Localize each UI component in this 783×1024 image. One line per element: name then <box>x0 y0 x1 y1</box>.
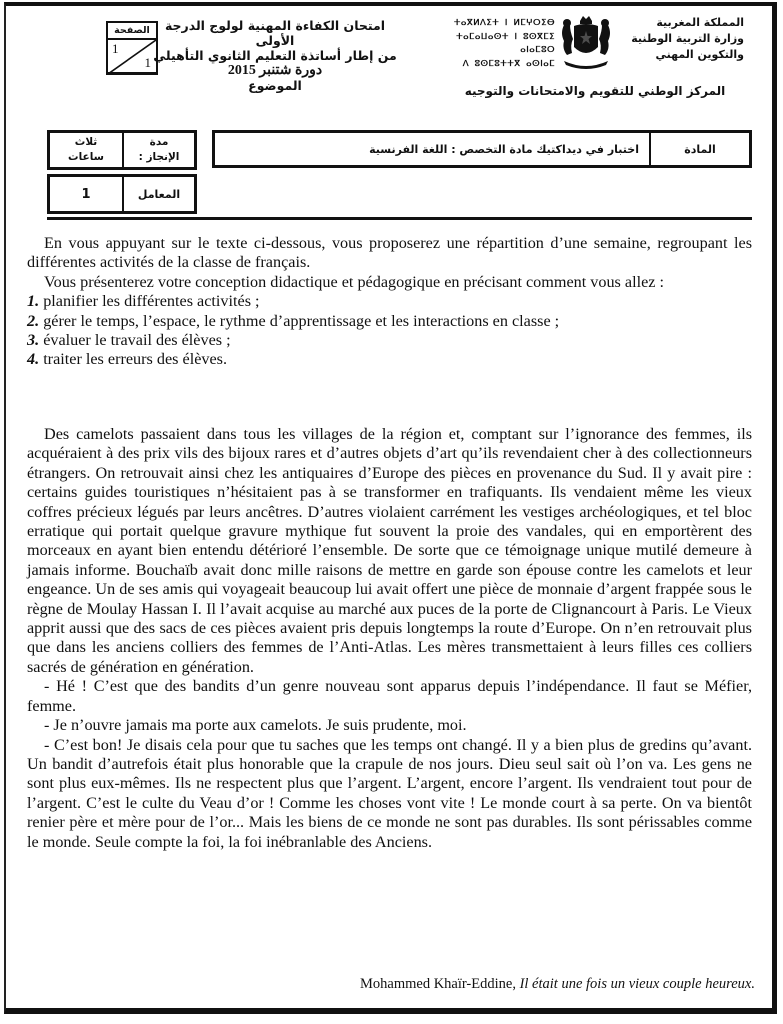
duration-label-line: مدة <box>149 136 169 148</box>
reading-passage <box>27 425 752 852</box>
instructions-intro: En vous appuyant sur le texte ci-dessous, vous proposerez une répartition d’une semaine, regroupant les différentes activités de la classe de français. <box>27 234 752 272</box>
ministry-name-arabic <box>614 15 744 63</box>
item-number: 3. <box>27 331 40 350</box>
exam-session: دورة شتنبر 2015 <box>227 63 323 78</box>
item-number: 4. <box>27 350 40 369</box>
ministry-arabic-line: والتكوين المهني <box>655 48 744 61</box>
page-current: 1 <box>112 41 119 56</box>
exam-subject-heading: الموضوع <box>248 78 302 93</box>
header-divider <box>47 217 752 220</box>
coefficient-value: 1 <box>81 186 91 202</box>
morocco-coat-of-arms-icon <box>558 13 614 73</box>
subject-box <box>212 130 752 168</box>
ministry-tifinagh-line: ⴷ ⵓⵙⵎⵓⵜⵜⴳ ⴰⵙⵏⴰⵎ <box>462 58 555 69</box>
instruction-item <box>27 331 752 350</box>
passage-dialogue: - Hé ! C’est que des bandits d’un genre nouveau sont apparus depuis l’indépendance. Il faut se Méfier, femme. <box>27 677 752 715</box>
page-total: 1 <box>144 55 151 70</box>
work-title: Il était une fois un vieux couple heureux. <box>519 976 755 992</box>
duration-box <box>47 130 197 170</box>
ministry-name-tifinagh <box>440 17 555 71</box>
duration-value-line: ثلاث <box>74 136 98 148</box>
duration-value <box>50 133 122 167</box>
instruction-item <box>27 350 752 369</box>
ministry-arabic-line: وزارة التربية الوطنية <box>631 32 744 45</box>
item-text: gérer le temps, l’espace, le rythme d’apprentissage et les interactions en classe ; <box>39 311 560 330</box>
author-name: Mohammed Khaïr-Eddine, <box>360 976 520 992</box>
instructions-lead: Vous présenterez votre conception didactique et pédagogique en précisant comment vous allez : <box>44 272 665 291</box>
item-text: planifier les différentes activités ; <box>39 292 260 311</box>
page-number-box <box>106 21 158 75</box>
instructions <box>27 234 752 370</box>
duration-label <box>122 133 194 167</box>
page-label: الصفحة <box>108 23 156 40</box>
national-center-name: المركز الوطني للتقويم والامتحانات والتوجيه <box>464 84 726 98</box>
item-text: traiter les erreurs des élèves. <box>39 350 228 369</box>
exam-title <box>150 18 400 93</box>
duration-value-line: ساعات <box>68 151 104 163</box>
passage-paragraph: Des camelots passaient dans tous les villages de la région et, comptant sur l’ignorance des femmes, ils acquéraient à des prix vils des bijoux rares et d’autres objets d’art qu’ils revendaient cher à des collectionneurs étrangers. On retrouvait ainsi chez les antiquaires d’Europe des pièces en provenance du Sud. Il y avait pire : certains guides touristiques n’hésitaient pas à se transformer en trafiquants. Ils vendaient même les vieux coffres précieux légués par leurs ancêtres. D’autres violaient carrément les vestiges archéologiques, et tel bloc erratique qui portait quelque gravure mythique fut souvent la proie des vandales, qui en emportèrent des morceaux en ayant bien entendu détérioré l’ensemble. De sorte que ce témoignage unique mutilé demeure à jamais informe. Bouchaïb avait donc mille raisons de mettre en garde son épouse contre les camelots et leur engeance. Un de ses amis qui voyageait beaucoup lui avait offert une pièce de monnaie d’argent frappée sous le règne de Moulay Hassan I. Il l’avait acquise au marché aux puces de la porte de Clignancourt à Paris. Le Vieux apprit aussi que des sacs de ces pièces avaient pris depuis longtemps la route d’Europe. On n’en retrouvait plus que dans les anciens colliers des femmes de l’Anti-Atlas. Les mères transmettaient à leurs filles ces colliers sacrés de génération en génération. <box>27 425 752 676</box>
item-number: 1. <box>27 292 40 311</box>
coefficient-box <box>47 174 197 214</box>
passage-dialogue: - Je n’ouvre jamais ma porte aux camelots. Je suis prudente, moi. <box>44 716 467 735</box>
ministry-tifinagh-line: ⵜⴰⴳⵍⴷⵉⵜ ⵏ ⵍⵎⵖⵔⵉⴱ <box>453 18 555 28</box>
exam-title-line: من إطار أساتذة التعليم الثانوي التأهيلي <box>153 48 397 63</box>
duration-label-line: الإنجاز : <box>138 151 180 163</box>
ministry-tifinagh-line: ⵜⴰⵎⴰⵡⴰⵙⵜ ⵏ ⵓⵙⴳⵎⵉ ⴰⵏⴰⵎⵓⵔ <box>456 31 555 55</box>
instruction-item <box>27 312 752 331</box>
item-number: 2. <box>27 311 40 330</box>
exam-title-line: امتحان الكفاءة المهنية لولوج الدرجة الأولى <box>164 18 386 48</box>
instruction-item <box>27 292 752 311</box>
ministry-arabic-line: المملكة المغربية <box>656 16 744 29</box>
coefficient-label: المعامل <box>122 177 194 211</box>
subject-value: اختبار في ديداكتيك مادة التخصص : اللغة الفرنسية <box>369 142 639 156</box>
source-attribution <box>360 976 755 993</box>
item-text: évaluer le travail des élèves ; <box>39 331 231 350</box>
subject-label: المادة <box>649 133 749 165</box>
passage-dialogue: - C’est bon! Je disais cela pour que tu saches que les temps ont changé. Il y a bien plus de gredins qu’avant. Un bandit d’autrefois était plus honorable que la crapule de nos jours. Dieu seul sait où l’on va. Les gens ne sont plus eux-mêmes. Ils ne respectent plus que l’argent. L’argent, encore l’argent. Ils vendraient tout pour de l’argent. C’est le culte du Veau d’or ! Comme les choses vont vite ! Le monde court à sa perte. On va bientôt renier père et mère pour de l’or... Mais les biens de ce monde ne sont pas durables. Ils sont périssables comme le monde. Seule compte la foi, la foi inébranlable des Anciens. <box>27 735 752 851</box>
